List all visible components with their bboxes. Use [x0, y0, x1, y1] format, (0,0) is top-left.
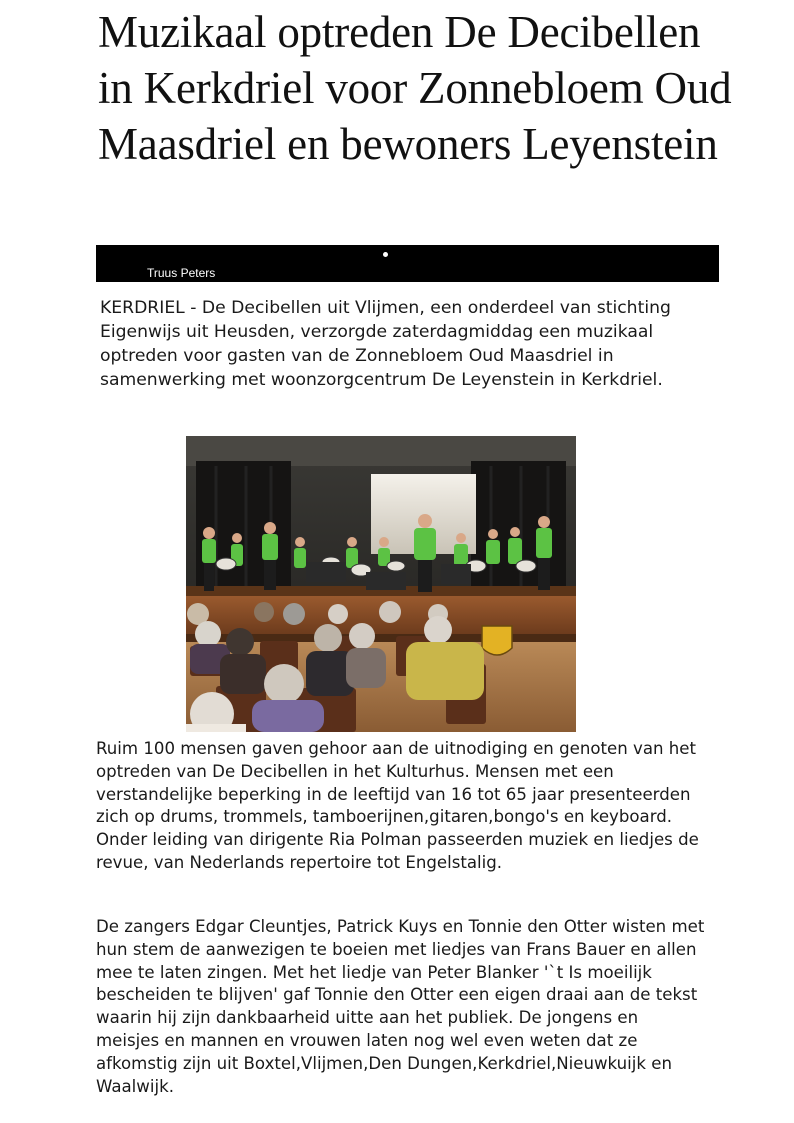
article-photo [186, 436, 576, 732]
article-paragraph-2: De zangers Edgar Cleuntjes, Patrick Kuys en Tonnie den Otter wisten met hun stem de aanwezigen te boeien met liedjes van Frans Bauer en allen mee te laten zingen. Met het liedje van Peter Blanker '`t Is moeilijk bescheiden te blijven' gaf Tonnie den Otter een eigen draai aan de tekst waarin hij zijn dankbaarheid uitte aan het publiek. De jongens en meisjes en mannen en vrouwen laten nog wel even weten dat ze afkomstig zijn uit Boxtel,Vlijmen,Den Dungen,Kerkdriel,Nieuwkuijk en Waalwijk. [96, 917, 705, 1096]
concert-photo-illustration [186, 436, 576, 732]
article-paragraph-1: Ruim 100 mensen gaven gehoor aan de uitnodiging en genoten van het optreden van De Decibellen in het Kulturhus. Mensen met een verstandelijke beperking in de leeftijd van 16 tot 65 jaar presenteerden zich op drums, trommels, tamboerijnen,gitaren,bongo's en keyboard. Onder leiding van dirigente Ria Polman passeerden muziek en liedjes de revue, van Nederlands repertoire tot Engelstalig. [96, 739, 699, 872]
article-lead: KERDRIEL - De Decibellen uit Vlijmen, een onderdeel van stichting Eigenwijs uit Heusden, verzorgde zaterdagmiddag een muzikaal optreden voor gasten van de Zonnebloem Oud Maasdriel in samenwerking met woonzorgcentrum De Leyenstein in Kerkdriel. [100, 298, 671, 390]
byline-dot [383, 252, 388, 257]
byline-author: Truus Peters [147, 266, 216, 280]
byline-bar [96, 245, 719, 282]
article-headline: Muzikaal optreden De Decibellen in Kerkdriel voor Zonnebloem Oud Maasdriel en bewoners Leyenstein [98, 7, 732, 169]
